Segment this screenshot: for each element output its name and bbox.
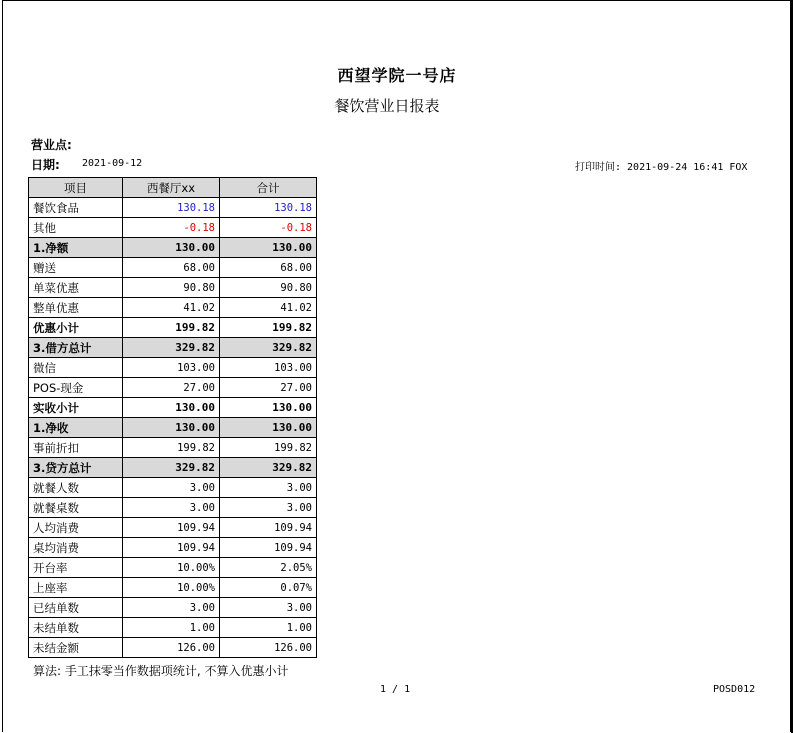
table-row	[29, 498, 317, 518]
row-total-value: 130.00	[220, 238, 317, 258]
row-restaurant-value: 103.00	[123, 358, 220, 378]
row-restaurant-value: 68.00	[123, 258, 220, 278]
row-item: 3.借方总计	[29, 338, 123, 358]
row-restaurant-value: 329.82	[123, 338, 220, 358]
row-total-value: 103.00	[220, 358, 317, 378]
row-item: POS-现金	[29, 378, 123, 398]
table-row	[29, 478, 317, 498]
page-number: 1 / 1	[380, 684, 411, 695]
row-restaurant-value: -0.18	[123, 218, 220, 238]
table-row	[29, 338, 317, 358]
row-total-value: -0.18	[220, 218, 317, 238]
row-total-value: 130.18	[220, 198, 317, 218]
table-row	[29, 538, 317, 558]
row-item: 上座率	[29, 578, 123, 598]
table-row	[29, 298, 317, 318]
row-total-value: 1.00	[220, 618, 317, 638]
table-row	[29, 358, 317, 378]
row-restaurant-value: 10.00%	[123, 578, 220, 598]
row-total-value: 329.82	[220, 458, 317, 478]
row-total-value: 3.00	[220, 598, 317, 618]
table-row	[29, 618, 317, 638]
table-row	[29, 218, 317, 238]
table-row	[29, 238, 317, 258]
row-restaurant-value: 130.00	[123, 398, 220, 418]
row-total-value: 0.07%	[220, 578, 317, 598]
table-row	[29, 458, 317, 478]
table-row	[29, 558, 317, 578]
row-restaurant-value: 10.00%	[123, 558, 220, 578]
row-item: 3.贷方总计	[29, 458, 123, 478]
table-row	[29, 518, 317, 538]
row-total-value: 3.00	[220, 478, 317, 498]
row-restaurant-value: 130.18	[123, 198, 220, 218]
row-item: 就餐桌数	[29, 498, 123, 518]
table-row	[29, 278, 317, 298]
row-item: 1.净额	[29, 238, 123, 258]
row-item: 其他	[29, 218, 123, 238]
report-subtitle: 餐饮营业日报表	[334, 97, 440, 115]
row-restaurant-value: 130.00	[123, 238, 220, 258]
row-total-value: 130.00	[220, 418, 317, 438]
row-item: 实收小计	[29, 398, 123, 418]
row-item: 优惠小计	[29, 318, 123, 338]
row-restaurant-value: 3.00	[123, 498, 220, 518]
row-restaurant-value: 109.94	[123, 538, 220, 558]
header-item: 项目	[29, 178, 123, 198]
table-row	[29, 318, 317, 338]
table-row	[29, 438, 317, 458]
report-table	[28, 177, 317, 658]
row-restaurant-value: 3.00	[123, 478, 220, 498]
print-time: 打印时间: 2021-09-24 16:41 FOX	[575, 162, 748, 173]
report-code: POSD012	[713, 684, 756, 695]
row-total-value: 68.00	[220, 258, 317, 278]
table-row	[29, 198, 317, 218]
row-item: 人均消费	[29, 518, 123, 538]
row-restaurant-value: 3.00	[123, 598, 220, 618]
row-restaurant-value: 109.94	[123, 518, 220, 538]
row-restaurant-value: 126.00	[123, 638, 220, 658]
row-total-value: 27.00	[220, 378, 317, 398]
row-total-value: 329.82	[220, 338, 317, 358]
row-restaurant-value: 90.80	[123, 278, 220, 298]
row-total-value: 109.94	[220, 518, 317, 538]
row-item: 开台率	[29, 558, 123, 578]
algorithm-note: 算法: 手工抹零当作数据项统计, 不算入优惠小计	[33, 664, 289, 678]
row-restaurant-value: 199.82	[123, 318, 220, 338]
scrollbar-edge	[791, 0, 793, 733]
row-total-value: 2.05%	[220, 558, 317, 578]
row-total-value: 3.00	[220, 498, 317, 518]
row-item: 事前折扣	[29, 438, 123, 458]
report-title: 西望学院一号店	[337, 66, 457, 85]
row-item: 赠送	[29, 258, 123, 278]
row-total-value: 199.82	[220, 438, 317, 458]
row-total-value: 130.00	[220, 398, 317, 418]
date-label: 日期:	[31, 158, 60, 172]
header-total: 合计	[220, 178, 317, 198]
business-point-label: 营业点:	[31, 138, 72, 152]
row-item: 整单优惠	[29, 298, 123, 318]
row-item: 未结金额	[29, 638, 123, 658]
row-item: 餐饮食品	[29, 198, 123, 218]
row-item: 1.净收	[29, 418, 123, 438]
row-restaurant-value: 130.00	[123, 418, 220, 438]
table-row	[29, 578, 317, 598]
row-item: 微信	[29, 358, 123, 378]
row-total-value: 90.80	[220, 278, 317, 298]
table-row	[29, 398, 317, 418]
table-row	[29, 378, 317, 398]
row-restaurant-value: 27.00	[123, 378, 220, 398]
row-restaurant-value: 329.82	[123, 458, 220, 478]
row-restaurant-value: 1.00	[123, 618, 220, 638]
header-restaurant: 西餐厅xx	[123, 178, 220, 198]
row-total-value: 41.02	[220, 298, 317, 318]
table-row	[29, 258, 317, 278]
row-item: 已结单数	[29, 598, 123, 618]
row-item: 就餐人数	[29, 478, 123, 498]
row-total-value: 109.94	[220, 538, 317, 558]
table-row	[29, 638, 317, 658]
row-item: 未结单数	[29, 618, 123, 638]
date-value: 2021-09-12	[82, 158, 143, 169]
row-restaurant-value: 41.02	[123, 298, 220, 318]
row-item: 桌均消费	[29, 538, 123, 558]
table-row	[29, 598, 317, 618]
row-item: 单菜优惠	[29, 278, 123, 298]
table-header-row	[29, 178, 317, 198]
table-row	[29, 418, 317, 438]
row-restaurant-value: 199.82	[123, 438, 220, 458]
row-total-value: 199.82	[220, 318, 317, 338]
row-total-value: 126.00	[220, 638, 317, 658]
